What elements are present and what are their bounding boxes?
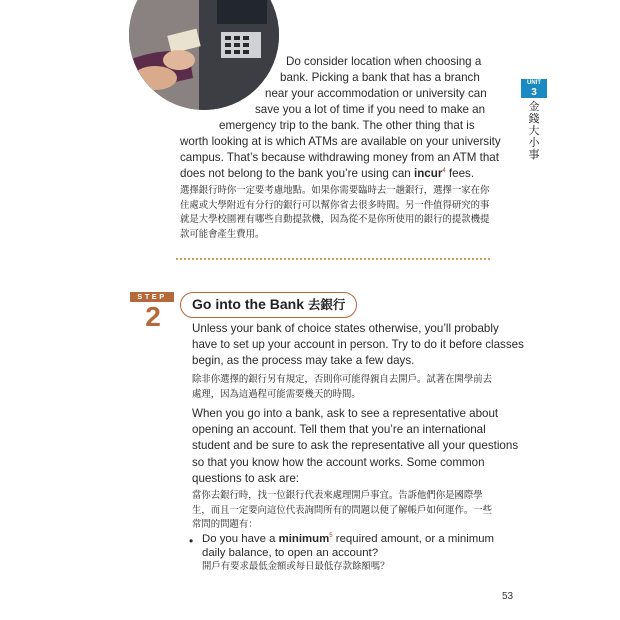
step-paragraph-2 (192, 406, 519, 487)
bullet-line (202, 532, 494, 546)
intro-line: bank. Picking a bank that has a branch (280, 71, 480, 84)
para-line: have to set up your account in person. Try to do it before classes (192, 338, 524, 352)
zh-line: 選擇銀行時你一定要考慮地點。如果你需要臨時去一趟銀行，選擇一家在你 (180, 185, 490, 196)
bullet-line: daily balance, to open an account? (202, 547, 379, 559)
para-line: When you go into a bank, ask to see a representative about (192, 407, 499, 420)
unit-title-char: 小 (528, 136, 540, 149)
step-title-zh: 去銀行 (307, 297, 346, 312)
keyword-incur: incur (413, 167, 443, 180)
intro-line: campus. That’s because withdrawing money from an ATM that (180, 151, 499, 164)
zh-line: 處理，因為這過程可能需要幾天的時間。 (192, 388, 361, 400)
zh-line: 就是大學校園裡有哪些自動提款機，因為從不是你所使用的銀行的提款機提 (180, 214, 490, 226)
unit-title (524, 101, 544, 161)
step-title (180, 292, 357, 318)
para-line: opening an account. Tell them that you’re an international (192, 423, 486, 437)
unit-title-char: 事 (528, 148, 540, 161)
intro-line (180, 166, 474, 182)
dotted-divider (176, 258, 490, 260)
intro-line: emergency trip to the bank. The other thing that is (219, 119, 475, 132)
intro-line: near your accommodation or university can (265, 87, 487, 100)
zh-line: 生，而且一定要向這位代表詢問所有的問題以便了解帳戶如何運作。一些 (192, 504, 493, 516)
unit-title-char: 錢 (528, 112, 540, 125)
zh-line: 住處或大學附近有分行的銀行可以幫你省去很多時間。另一件值得研究的事 (180, 199, 490, 211)
step-number: 2 (145, 301, 161, 332)
page-number: 53 (502, 591, 514, 602)
zh-line: 常問的問題有： (192, 519, 258, 531)
note-marker: 5 (329, 533, 333, 539)
unit-label: UNIT (527, 80, 541, 86)
intro-translation (180, 184, 489, 242)
unit-tab (521, 79, 547, 98)
para-line: student and be sure to ask the representative all your questions (192, 439, 519, 453)
zh-line: 除非你選擇的銀行另有規定，否則你可能得親自去開戶。試著在開學前去 (192, 374, 493, 385)
intro-line: Do consider location when choosing a (286, 55, 482, 68)
unit-number: 3 (531, 87, 537, 98)
note-marker: 4 (442, 168, 446, 174)
zh-line: 款可能會產生費用。 (180, 228, 265, 240)
para-line: Unless your bank of choice states otherwise, you’ll probably (192, 322, 499, 335)
unit-title-char: 大 (528, 124, 540, 137)
para-line: questions to ask are: (192, 471, 299, 485)
bullet-question (202, 532, 494, 574)
step-paragraph-2-translation (192, 489, 492, 533)
unit-title-char: 金 (528, 100, 540, 113)
step-title-en: Go into the Bank (192, 296, 304, 312)
atm-photo (129, 0, 279, 110)
zh-line: 當你去銀行時，找一位銀行代表來處理開戶事宜。告訴他們你是國際學 (192, 490, 483, 501)
bullet-text: required amount, or a minimum (332, 533, 495, 545)
para-line: so that you know how the account works. Some common (192, 455, 485, 469)
step-paragraph-1-translation (192, 373, 492, 402)
intro-text: does not belong to the bank you’re using can (180, 167, 414, 180)
para-line: begin, as the process may take a few days. (192, 354, 415, 368)
step-paragraph-1 (192, 321, 524, 370)
keyword-minimum: minimum (278, 533, 330, 545)
bullet-text: Do you have a (202, 533, 279, 545)
step-label: STEP (130, 292, 174, 302)
intro-text: fees. (445, 167, 475, 180)
bullet-translation: 開戶有要求最低金額或每日最低存款餘額嗎？ (202, 561, 390, 572)
intro-line: worth looking at is which ATMs are available on your university (180, 135, 501, 148)
bullet-marker: • (189, 534, 194, 548)
intro-line: save you a lot of time if you need to make an (255, 103, 486, 116)
